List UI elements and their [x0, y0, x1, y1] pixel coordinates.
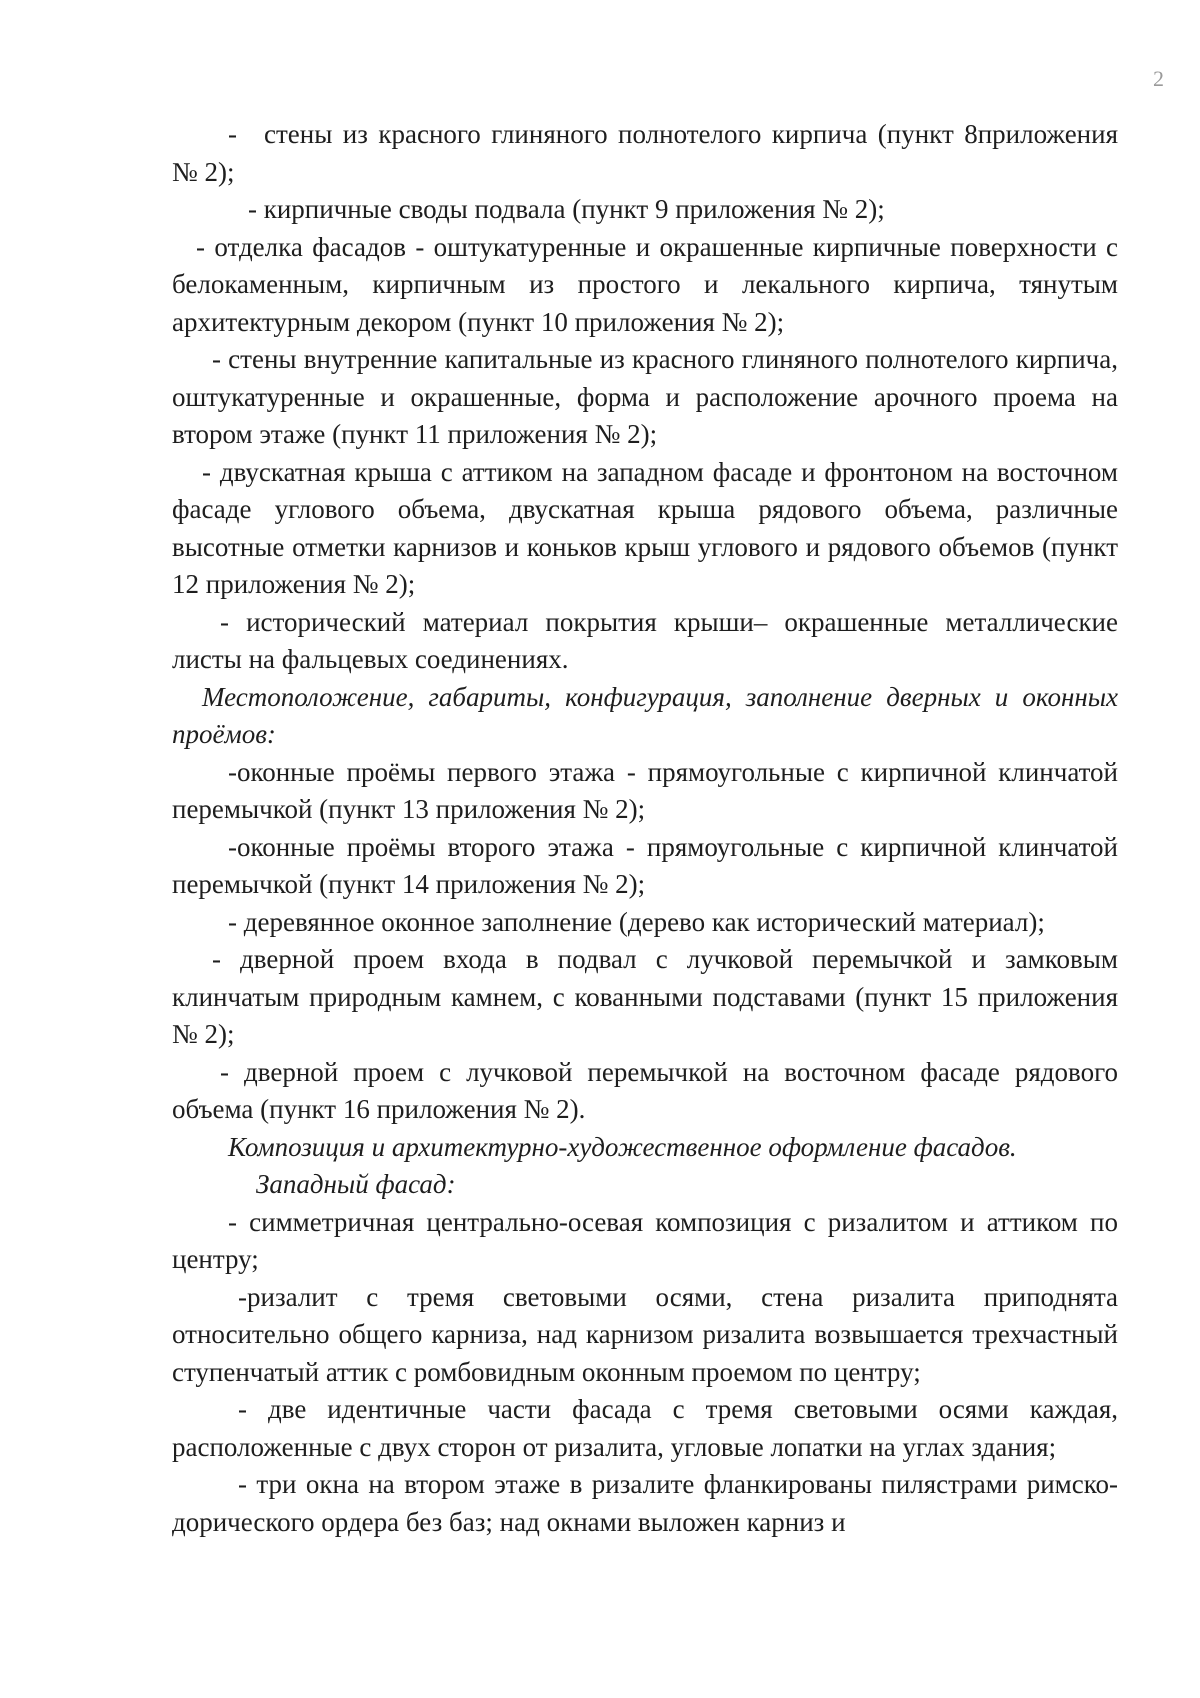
paragraph-internal-walls: - стены внутренние капитальные из красного глиняного полнотелого кирпича, оштукатуренные и окрашенные, форма и расположение арочного проема на втором этаже (пункт 11 приложения № 2);: [172, 344, 1118, 449]
section-heading-openings: Местоположение, габариты, конфигурация, заполнение дверных и оконных проёмов:: [172, 681, 1118, 749]
paragraph-east-door: - дверной проем с лучковой перемычкой на восточном фасаде рядового объема (пункт 16 приложения № 2).: [172, 1056, 1118, 1124]
paragraph-roof: - двускатная крыша с аттиком на западном фасаде и фронтоном на восточном фасаде углового объема, двускатная крыша рядового объема, различные высотные отметки карнизов и коньков крыш углового и рядового объемов (пункт 12 приложения № 2);: [172, 456, 1118, 599]
paragraph-first-floor-windows: -оконные проёмы первого этажа - прямоугольные с кирпичной клинчатой перемычкой (пункт 13 приложения № 2);: [172, 756, 1118, 824]
paragraph-facade-finish: - отделка фасадов - оштукатуренные и окрашенные кирпичные поверхности с белокаменным, кирпичным из простого и лекального кирпича, тянутым архитектурным декором (пункт 10 приложения № 2);: [172, 231, 1118, 337]
paragraph-second-floor-windows: -оконные проёмы второго этажа - прямоугольные с кирпичной клинчатой перемычкой (пункт 14 приложения № 2);: [172, 831, 1118, 899]
paragraph-two-parts: - две идентичные части фасада с тремя световыми осями каждая, расположенные с двух сторон от ризалита, угловые лопатки на углах здания;: [172, 1394, 1118, 1462]
section-heading-composition: Композиция и архитектурно-художественное оформление фасадов.: [228, 1131, 1017, 1162]
document-body: [172, 116, 1118, 1541]
paragraph-three-windows: - три окна на втором этаже в ризалите фланкированы пилястрами римско-дорического ордера без баз; над окнами выложен карниз и: [172, 1469, 1118, 1537]
paragraph-wooden-window-fill: - деревянное оконное заполнение (дерево как исторический материал);: [228, 906, 1045, 937]
paragraph-walls: - стены из красного глиняного полнотелого кирпича (пункт 8приложения № 2);: [172, 119, 1118, 187]
paragraph-roof-material: - исторический материал покрытия крыши– окрашенные металлические листы на фальцевых соединениях.: [172, 606, 1118, 674]
paragraph-risalit: -ризалит с тремя световыми осями, стена ризалита приподнята относительно общего карниза, над карнизом ризалита возвышается трехчастный ступенчатый аттик с ромбовидным оконным проемом по центру;: [172, 1281, 1118, 1387]
section-heading-west-facade: Западный фасад:: [256, 1169, 456, 1199]
page-number: 2: [1153, 66, 1164, 91]
paragraph-symmetric-composition: - симметричная центрально-осевая композиция с ризалитом и аттиком по центру;: [172, 1206, 1118, 1274]
paragraph-basement-vaults: - кирпичные своды подвала (пункт 9 приложения № 2);: [248, 194, 885, 224]
paragraph-basement-door: - дверной проем входа в подвал с лучковой перемычкой и замковым клинчатым природным камнем, с кованными подставами (пункт 15 приложения № 2);: [172, 944, 1118, 1049]
